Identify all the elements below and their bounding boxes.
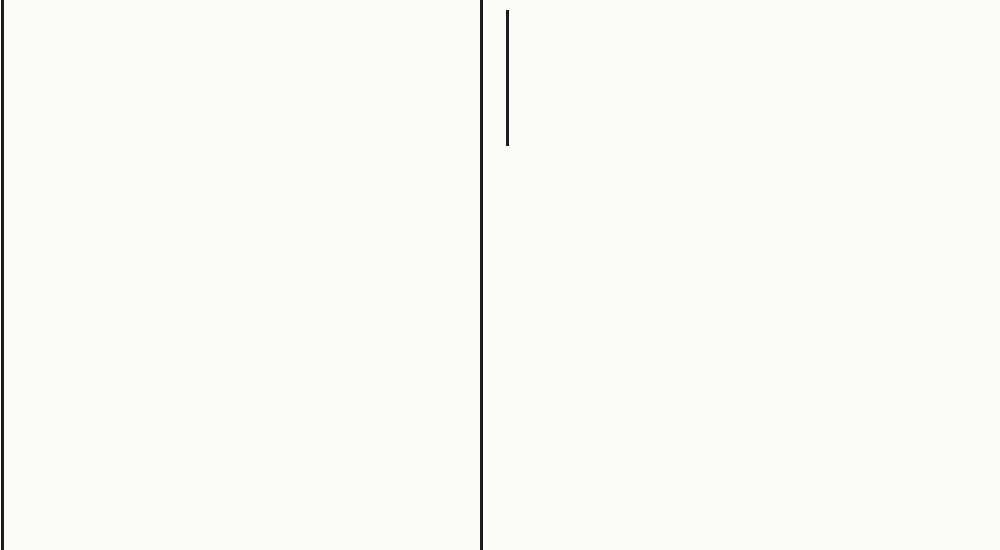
center-divider-rule [480, 0, 483, 550]
right-top-section-left-vertical [506, 10, 509, 145]
left-border-rule [1, 0, 4, 550]
